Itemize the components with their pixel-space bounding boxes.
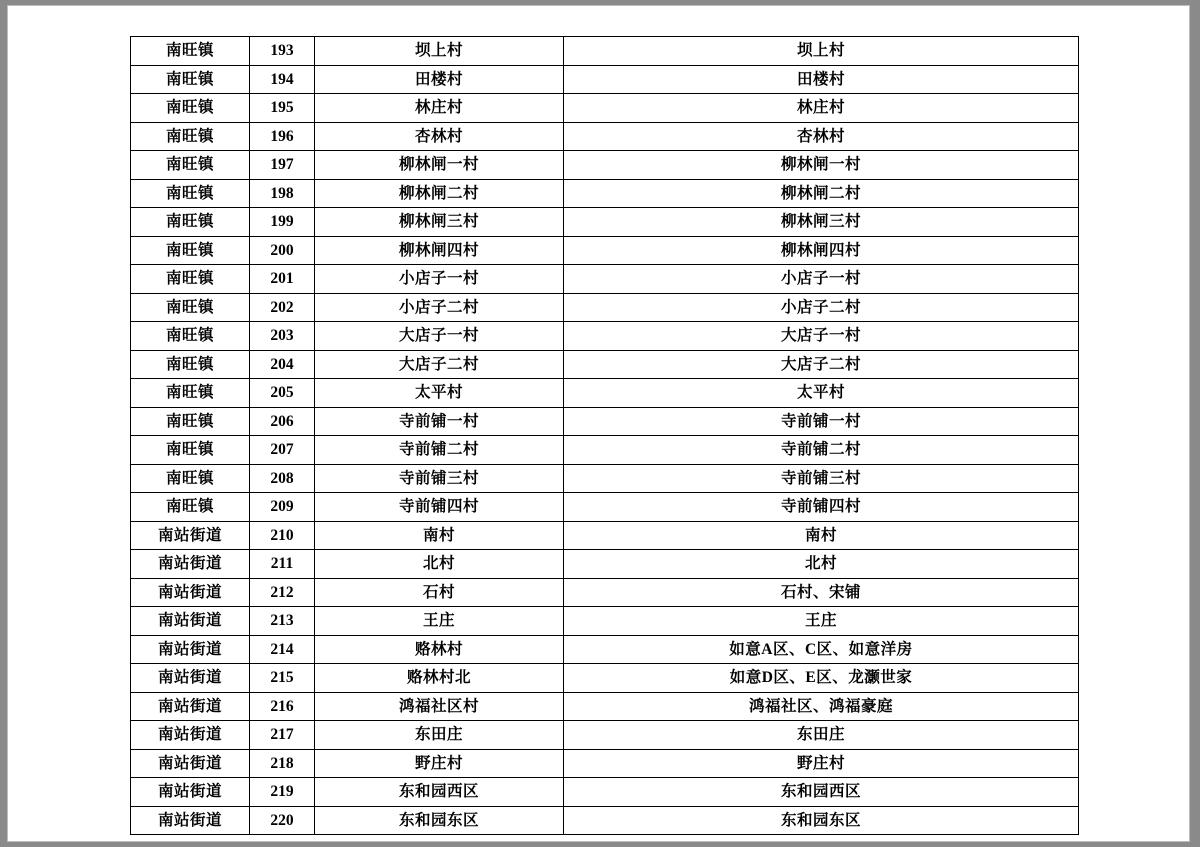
- cell-number: 210: [250, 521, 315, 550]
- table-row: [131, 293, 1079, 322]
- cell-village: 东田庄: [315, 721, 564, 750]
- table-row: [131, 407, 1079, 436]
- cell-town: 南旺镇: [131, 37, 250, 66]
- cell-town: 南旺镇: [131, 265, 250, 294]
- cell-town: 南旺镇: [131, 407, 250, 436]
- cell-town: 南站街道: [131, 607, 250, 636]
- cell-area: 东田庄: [564, 721, 1079, 750]
- table-row: [131, 322, 1079, 351]
- cell-village: 大店子二村: [315, 350, 564, 379]
- cell-town: 南旺镇: [131, 322, 250, 351]
- cell-number: 200: [250, 236, 315, 265]
- cell-number: 199: [250, 208, 315, 237]
- table-row: [131, 806, 1079, 835]
- cell-area: 鸿福社区、鸿福豪庭: [564, 692, 1079, 721]
- cell-village: 林庄村: [315, 94, 564, 123]
- cell-town: 南站街道: [131, 664, 250, 693]
- cell-village: 坝上村: [315, 37, 564, 66]
- cell-village: 寺前铺四村: [315, 493, 564, 522]
- cell-town: 南旺镇: [131, 179, 250, 208]
- cell-town: 南站街道: [131, 721, 250, 750]
- cell-number: 193: [250, 37, 315, 66]
- cell-number: 219: [250, 778, 315, 807]
- cell-area: 柳林闸一村: [564, 151, 1079, 180]
- cell-area: 王庄: [564, 607, 1079, 636]
- table-row: [131, 749, 1079, 778]
- cell-area: 林庄村: [564, 94, 1079, 123]
- cell-number: 216: [250, 692, 315, 721]
- cell-area: 南村: [564, 521, 1079, 550]
- cell-village: 王庄: [315, 607, 564, 636]
- cell-area: 大店子一村: [564, 322, 1079, 351]
- cell-town: 南旺镇: [131, 208, 250, 237]
- cell-area: 寺前铺二村: [564, 436, 1079, 465]
- table-row: [131, 122, 1079, 151]
- table-row: [131, 350, 1079, 379]
- cell-area: 柳林闸二村: [564, 179, 1079, 208]
- cell-town: 南旺镇: [131, 151, 250, 180]
- cell-number: 194: [250, 65, 315, 94]
- cell-area: 柳林闸四村: [564, 236, 1079, 265]
- cell-number: 217: [250, 721, 315, 750]
- table-row: [131, 151, 1079, 180]
- cell-village: 东和园东区: [315, 806, 564, 835]
- cell-village: 田楼村: [315, 65, 564, 94]
- table-row: [131, 578, 1079, 607]
- cell-number: 207: [250, 436, 315, 465]
- cell-area: 石村、宋铺: [564, 578, 1079, 607]
- cell-town: 南站街道: [131, 550, 250, 579]
- cell-village: 南村: [315, 521, 564, 550]
- table-row: [131, 37, 1079, 66]
- cell-town: 南旺镇: [131, 493, 250, 522]
- cell-number: 206: [250, 407, 315, 436]
- cell-town: 南旺镇: [131, 236, 250, 265]
- table-row: [131, 65, 1079, 94]
- cell-village: 小店子二村: [315, 293, 564, 322]
- cell-village: 赂林村: [315, 635, 564, 664]
- table-row: [131, 208, 1079, 237]
- table-row: [131, 692, 1079, 721]
- cell-number: 220: [250, 806, 315, 835]
- cell-village: 鸿福社区村: [315, 692, 564, 721]
- cell-area: 寺前铺四村: [564, 493, 1079, 522]
- cell-town: 南站街道: [131, 806, 250, 835]
- cell-village: 小店子一村: [315, 265, 564, 294]
- table-row: [131, 607, 1079, 636]
- table-row: [131, 464, 1079, 493]
- cell-number: 197: [250, 151, 315, 180]
- cell-village: 杏林村: [315, 122, 564, 151]
- cell-village: 石村: [315, 578, 564, 607]
- cell-town: 南旺镇: [131, 379, 250, 408]
- cell-area: 杏林村: [564, 122, 1079, 151]
- cell-town: 南站街道: [131, 749, 250, 778]
- table-row: [131, 721, 1079, 750]
- cell-area: 野庄村: [564, 749, 1079, 778]
- document-page: [8, 6, 1189, 841]
- cell-number: 211: [250, 550, 315, 579]
- cell-town: 南旺镇: [131, 94, 250, 123]
- cell-village: 柳林闸四村: [315, 236, 564, 265]
- village-area-table: [130, 36, 1079, 835]
- cell-village: 赂林村北: [315, 664, 564, 693]
- table-row: [131, 550, 1079, 579]
- cell-town: 南站街道: [131, 692, 250, 721]
- cell-area: 坝上村: [564, 37, 1079, 66]
- cell-town: 南旺镇: [131, 350, 250, 379]
- cell-town: 南站街道: [131, 578, 250, 607]
- table-row: [131, 778, 1079, 807]
- cell-number: 209: [250, 493, 315, 522]
- table-row: [131, 436, 1079, 465]
- cell-number: 204: [250, 350, 315, 379]
- cell-town: 南站街道: [131, 635, 250, 664]
- cell-village: 东和园西区: [315, 778, 564, 807]
- cell-area: 寺前铺三村: [564, 464, 1079, 493]
- table-row: [131, 664, 1079, 693]
- cell-town: 南旺镇: [131, 65, 250, 94]
- cell-area: 柳林闸三村: [564, 208, 1079, 237]
- cell-town: 南旺镇: [131, 122, 250, 151]
- cell-number: 198: [250, 179, 315, 208]
- cell-number: 205: [250, 379, 315, 408]
- cell-town: 南旺镇: [131, 464, 250, 493]
- cell-village: 寺前铺二村: [315, 436, 564, 465]
- cell-number: 218: [250, 749, 315, 778]
- cell-area: 小店子二村: [564, 293, 1079, 322]
- table-row: [131, 236, 1079, 265]
- cell-area: 如意D区、E区、龙灏世家: [564, 664, 1079, 693]
- table-row: [131, 493, 1079, 522]
- cell-area: 大店子二村: [564, 350, 1079, 379]
- cell-village: 寺前铺三村: [315, 464, 564, 493]
- table-row: [131, 179, 1079, 208]
- cell-number: 201: [250, 265, 315, 294]
- cell-area: 小店子一村: [564, 265, 1079, 294]
- cell-number: 214: [250, 635, 315, 664]
- cell-number: 203: [250, 322, 315, 351]
- cell-area: 如意A区、C区、如意洋房: [564, 635, 1079, 664]
- table-row: [131, 94, 1079, 123]
- table-row: [131, 379, 1079, 408]
- cell-number: 212: [250, 578, 315, 607]
- cell-number: 208: [250, 464, 315, 493]
- cell-area: 田楼村: [564, 65, 1079, 94]
- cell-village: 寺前铺一村: [315, 407, 564, 436]
- cell-area: 太平村: [564, 379, 1079, 408]
- cell-village: 柳林闸一村: [315, 151, 564, 180]
- table-row: [131, 521, 1079, 550]
- cell-number: 215: [250, 664, 315, 693]
- cell-area: 北村: [564, 550, 1079, 579]
- cell-town: 南站街道: [131, 778, 250, 807]
- cell-number: 195: [250, 94, 315, 123]
- cell-number: 202: [250, 293, 315, 322]
- cell-area: 东和园东区: [564, 806, 1079, 835]
- cell-village: 柳林闸二村: [315, 179, 564, 208]
- cell-town: 南站街道: [131, 521, 250, 550]
- table-row: [131, 265, 1079, 294]
- cell-number: 213: [250, 607, 315, 636]
- cell-village: 大店子一村: [315, 322, 564, 351]
- cell-village: 北村: [315, 550, 564, 579]
- cell-area: 东和园西区: [564, 778, 1079, 807]
- cell-number: 196: [250, 122, 315, 151]
- cell-village: 柳林闸三村: [315, 208, 564, 237]
- cell-village: 太平村: [315, 379, 564, 408]
- cell-town: 南旺镇: [131, 293, 250, 322]
- cell-village: 野庄村: [315, 749, 564, 778]
- table-row: [131, 635, 1079, 664]
- table-body: [131, 37, 1079, 835]
- cell-town: 南旺镇: [131, 436, 250, 465]
- cell-area: 寺前铺一村: [564, 407, 1079, 436]
